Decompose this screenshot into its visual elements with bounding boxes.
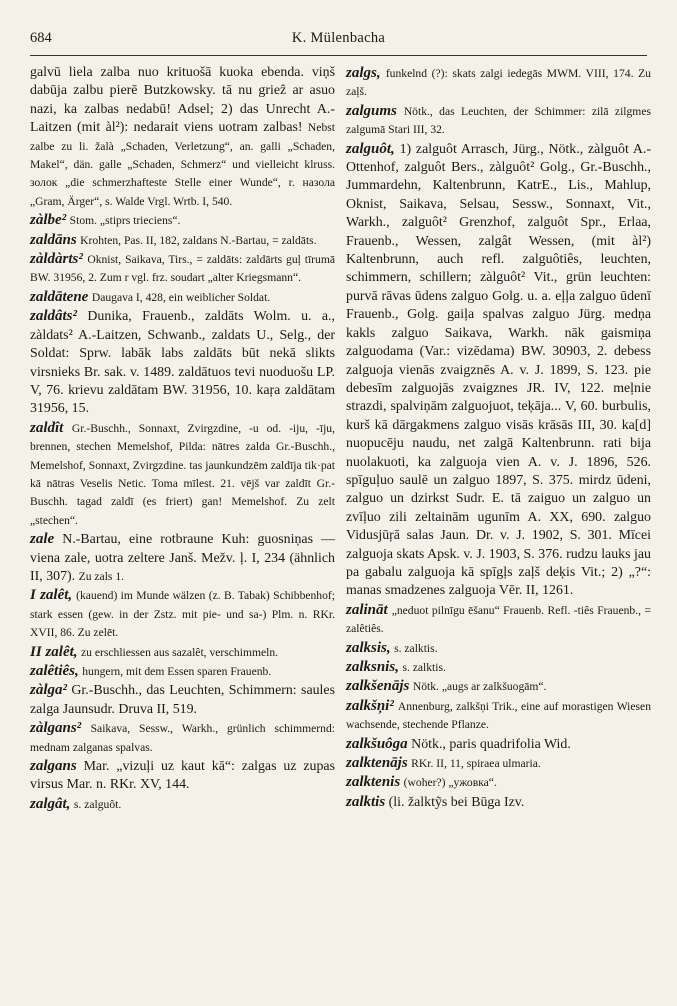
entry-note: RKr. II, 11, spiraea ulmaria. <box>411 757 541 771</box>
entry-headword: zalguôt, <box>346 140 395 157</box>
entry-headword: zaldâts² <box>30 308 78 325</box>
entry-note: (woher?) „ужовка“. <box>403 776 497 790</box>
entry-headword: zalgât, <box>30 795 71 812</box>
entry-headword: zalgums <box>346 102 397 119</box>
entry-headword: zàlbe² <box>30 212 67 229</box>
entry-note: Stom. „stiprs trieciens“. <box>69 214 181 228</box>
homonym-number: II <box>30 643 46 660</box>
entry-headword: zalêtiês, <box>30 663 79 679</box>
entry-headword: zalktenis <box>346 774 401 791</box>
entry-note: hungern, mit dem Essen sparen Frauenb. <box>82 665 272 678</box>
running-head: K. Mülenbacha <box>291 30 386 46</box>
page-header <box>30 30 647 50</box>
entry-headword: zalkšuôga <box>346 735 408 752</box>
dictionary-entry <box>346 677 651 696</box>
entry-headword: zàlgans² <box>30 720 82 737</box>
dictionary-entry <box>30 288 335 307</box>
entry-headword: zalkšņi² <box>346 697 394 714</box>
entry-headword: zàldàrts² <box>30 251 83 268</box>
left-column <box>30 64 335 814</box>
entry-headword: zalgans <box>30 758 77 775</box>
dictionary-entry <box>346 64 651 102</box>
dictionary-entry <box>30 250 335 288</box>
dictionary-entry <box>346 658 651 677</box>
entry-note: Zu zals 1. <box>78 569 125 583</box>
dictionary-entry <box>346 639 651 658</box>
entry-headword: zalêt, <box>40 587 73 604</box>
dictionary-entry <box>346 735 651 754</box>
entry-note: Nötk. „augs ar zalkšuogām“. <box>412 680 547 694</box>
dictionary-entry <box>30 419 335 530</box>
dictionary-entry <box>30 662 335 681</box>
entry-note: Gr.-Buschh., Sonnaxt, Zvirgzdine, -u od. -iju, -īju, brennen, stechen Memelshof, Pilda: nātres zalda Gr.-Buschh., Memelshof, Sonnaxt, Zvirgzdine. tas jaunkundzēm zaldīja tik·pat kā nātras Veselis Netic. Toma mīlest. 21. vējš var zaldīt Gr.-Buschh. tagad zaldī (es friert) gan! Memelshof. Zu zelt „stechen“. <box>30 421 335 527</box>
entry-note: s. zalktis. <box>394 641 438 655</box>
entry-text: galvū liela zalba nuo krituošā kuoka ebenda. viņš dabūja zalbu pierē Butzkowsky. tā nu grieẑ ar asuo nazi, ka zalbas nedabū! Adsel; 2) das Unrecht A.-Laitzen (mit àl²): nedarait viens uotram zalbas! <box>30 65 335 136</box>
entry-text: Dunika, Frauenb., zaldāts Wolm. u. a., zàldats² A.-Laitzen, Schwanb., zaldats U., Selg., der Soldat: Sprw. labāk labs zaldāts būt nekā slikts virsnieks Br. sak. v. 1489. zaldātuos tevi nuoduošu LP. V, 76. krievu zaldātam BW. 31956, 10. kaŗa zaldātam 31956, 15. <box>30 309 335 417</box>
entry-note: zu erschliessen aus sazalêt, verschimmeln. <box>81 645 279 659</box>
dictionary-entry <box>346 773 651 792</box>
entry-headword: zalkšenājs <box>346 678 410 695</box>
dictionary-entry <box>346 697 651 735</box>
dictionary-entry <box>346 102 651 140</box>
entry-text: N.-Bartau, eine rotbraune Kuh: guosniņas — viena zale, uotra zeltere Janš. Mežv. ļ. I, 234 (ähnlich II, 307). <box>30 532 335 584</box>
entry-note: Annenburg, zalkšņi Trik., eine auf morastigen Wiesen wachsende, stechende Pflanze. <box>346 699 651 732</box>
entry-note: Saikava, Sessw., Warkh., grünlich schimmernd: mednam zalganas spalvas. <box>30 722 335 754</box>
dictionary-entry <box>30 307 335 418</box>
dictionary-entry <box>30 530 335 586</box>
dictionary-entry <box>30 231 335 250</box>
dictionary-entry <box>30 719 335 757</box>
entry-note: (kauend) im Munde wälzen (z. B. Tabak) Schibbenhof; stark essen (gew. in der Zstz. mit pie- und sa-) Plm. n. RKr. XVII, 86. Zu zelēt. <box>30 589 335 640</box>
dictionary-entry <box>30 757 335 795</box>
entry-note: Daugava I, 428, ein weiblicher Soldat. <box>91 290 271 304</box>
entry-text: (li. žalktỹs bei Būga Izv. <box>388 794 525 810</box>
dictionary-entry <box>346 140 651 601</box>
entry-headword: zalêt, <box>45 643 78 660</box>
entry-headword: zaldātene <box>30 288 89 305</box>
entry-headword: zale <box>30 531 55 548</box>
homonym-number: I <box>30 587 41 604</box>
page-number: 684 <box>30 30 52 46</box>
header-rule <box>30 55 647 56</box>
dictionary-entry <box>346 793 651 812</box>
entry-headword: zalināt <box>346 601 388 618</box>
dictionary-entry <box>346 754 651 773</box>
dictionary-entry <box>30 795 335 814</box>
entry-note: s. zalguôt. <box>73 797 122 811</box>
entry-headword: zalksis, <box>346 639 391 656</box>
dictionary-entry <box>30 681 335 719</box>
entry-note: funkelnd (?): skats zalgi iedegās MWM. VIII, 174. Zu zaļš. <box>346 67 651 99</box>
entry-headword: zalktenājs <box>346 755 408 772</box>
entry-text: Gr.-Buschh., das Leuchten, Schimmern: saules zalga Jaunsudr. Druva II, 519. <box>30 683 335 717</box>
dictionary-entry <box>30 586 335 642</box>
dictionary-entry <box>30 211 335 230</box>
entry-headword: zàlga² <box>30 682 68 699</box>
entry-text: 1) zalguôt Arrasch, Jürg., Nötk., zàlguôt A.-Ottenhof, zalguôt Bers., zàlguôt² Golg., Gr.-Buschh., Jummardehn, Kaltenbrunn, KatrE., Lis., Mahlup, Oknist, Saikava, Selsau, Sessw., Sonnaxt, Vit., Warkh., zalguôt² Grenzhof, zalguôt Spr., Erlaa, Frauenb., Wessen, zalgât Wessen, (mit àl²) Kaltenbrunn, auch refl. zalguôtiês, leuchten, schimmern, schillern; zàlguôt² Vit., grün leuchten: purvā rāvas ūdens zalguo Golg. u. a. eļļa zalguo ūdenī Frauenb., Golg. gaiļa spalvas zalguo Jürg. medņa kakls zalguo Saikava, Warkh. nāk gaismiņa zalguodama (Var.: vizēdama) BW. 30903, 2. debess zalguoja vienās zvaigznēs A. v. J. 1899, S. 123. pie debesīm zalguojās zvaigznes JR. IV, 122. meļnie strazdi, spalviņām zalguojuot, teķāja... V, 60. burbulis, kurš kā dārgakmens zalguo visās krāsās III, 30. ka[d] nuopucēju naudu, net zalgā Kaltenbrunn. rati bija nuolakuoti, ka zalguoja vien A. v. J. 1896, 526. spīguļuo saulē un zalguo 1897, S. 375. mirdz ūdeni, zalguo un dzirkst Sudr. E. tā zaiguo un zalguo un zvīļuo zili zeltainām ugunīm A. XX, 690. zalguo Vidusjūŗā salas Jaun. Dr. v. J. 1902, S. 301. Mīcei zalguoja skats Apsk. v. J. 1903, S. 376. rudzu lauks jau pa gabalu zalguoja kā spīgļs zaļš deķis Vit.; 2) „?“: manas smadzenes zalguoja Vēr. II, 1261. <box>346 141 651 599</box>
entry-note: Nötk., das Leuchten, der Schimmer: zilā zilgmes zalgumā Stari III, 32. <box>346 104 651 137</box>
dictionary-entry <box>30 64 335 211</box>
entry-text: Nötk., paris quadrifolia Wid. <box>411 736 571 752</box>
entry-note: „neduot pilnīgu ēšanu“ Frauenb. Refl. -tiês Frauenb., = zalêtiês. <box>346 603 651 636</box>
entry-headword: zaldāns <box>30 231 77 248</box>
entry-headword: zalksnis, <box>346 659 399 675</box>
entry-note: Oknist, Saikava, Tirs., = zaldāts: zaldārts guļ tīrumā BW. 31956, 2. Zum r vgl. frz. soudart „alter Kriegsmann“. <box>30 253 335 285</box>
entry-note: Nebst zalbe zu li. žalà „Schaden, Verletzung“, an. galli „Schaden, Makel“, dän. galle „Schaden, Schmerz“ und vielleicht klruss. золок „die schmerzhafteste Stelle einer Wunde“, r. назола „Gram, Ärger“, s. Walde Vrgl. Wrtb. I, 540. <box>30 121 335 208</box>
entry-headword: zalgs, <box>346 65 381 81</box>
entry-headword: zalktis <box>346 793 386 810</box>
entry-note: Krohten, Pas. II, 182, zaldans N.-Bartau, = zaldāts. <box>80 233 317 247</box>
dictionary-entry <box>30 643 335 662</box>
entry-note: s. zalktis. <box>402 661 446 674</box>
entry-headword: zaldît <box>30 419 64 436</box>
right-column <box>346 64 651 812</box>
dictionary-entry <box>346 601 651 639</box>
entry-text: Mar. „vizuļi uz kaut kā“: zalgas uz zupas virsus Mar. n. RKr. XV, 144. <box>30 759 335 793</box>
